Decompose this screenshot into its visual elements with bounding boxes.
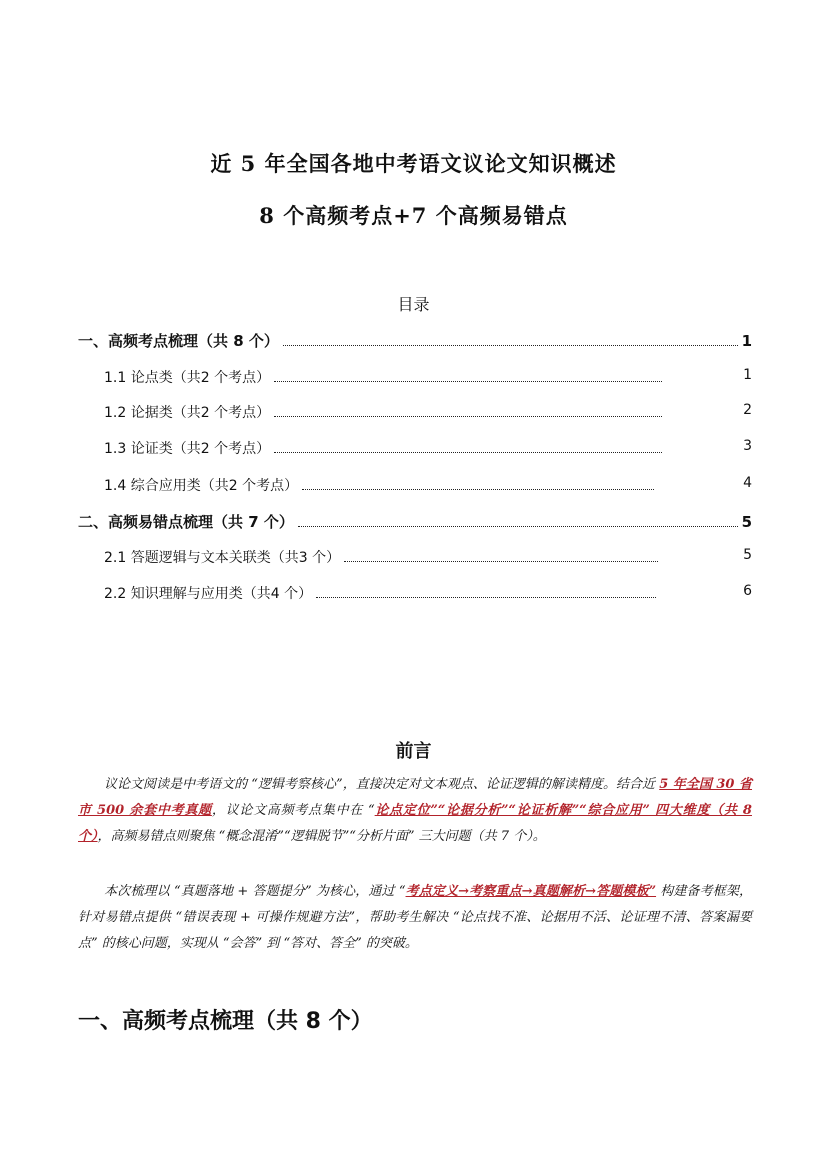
preface-paragraph bbox=[78, 879, 752, 957]
toc-entry-page: 5 bbox=[743, 547, 752, 563]
toc-leader bbox=[344, 560, 658, 562]
toc-entry[interactable] bbox=[104, 367, 752, 387]
section-heading: 一、高频考点梳理（共 8 个） bbox=[78, 1009, 373, 1034]
toc-leader bbox=[316, 596, 656, 598]
paragraph-text: 议论文阅读是中考语文的 “逻辑考察核心”，直接决定对文本观点、论证逻辑的解读精度。结合近 bbox=[104, 777, 660, 792]
toc-entry-page: 1 bbox=[741, 332, 752, 350]
toc-entry-page: 5 bbox=[741, 513, 752, 531]
toc-heading: 目录 bbox=[397, 295, 430, 314]
toc-entry-label: 1.2 论据类（共2 个考点） bbox=[104, 405, 271, 421]
toc-entry[interactable] bbox=[78, 511, 752, 532]
toc-leader bbox=[274, 415, 662, 417]
toc-entry-label: 2.2 知识理解与应用类（共4 个） bbox=[104, 586, 313, 602]
toc-entry-page: 3 bbox=[743, 438, 752, 454]
highlight-text: 5 年全国 30 省市 500 余套中考真题 bbox=[78, 777, 753, 818]
document-subtitle: 8 个高频考点+7 个高频易错点 bbox=[259, 203, 568, 228]
paragraph-text: 构建备考框架，针对易错点提供 “错误表现 + 可操作规避方法”，帮助考生解决 “论点找不准、论据用不活、论证理不清、答案漏要点” 的核心问题，实现从 “会答” 到 “答对、答全” 的突破。 bbox=[78, 884, 752, 951]
toc-entry[interactable] bbox=[104, 583, 752, 603]
toc-entry-label: 二、高频易错点梳理（共 7 个） bbox=[78, 513, 294, 531]
highlight-text: 论点定位”“论据分析”“论证析解”“综合应用” 四大维度（共 8 个） bbox=[78, 803, 752, 844]
paragraph-text: ，高频易错点则聚焦 “概念混淆”“逻辑脱节”“分析片面” 三大问题（共 7 个）。 bbox=[97, 829, 546, 844]
toc-entry-page: 2 bbox=[743, 402, 752, 418]
toc-entry-label: 1.1 论点类（共2 个考点） bbox=[104, 370, 271, 386]
toc-entry-label: 2.1 答题逻辑与文本关联类（共3 个） bbox=[104, 550, 341, 566]
toc-entry[interactable] bbox=[104, 475, 752, 495]
toc-entry-label: 一、高频考点梳理（共 8 个） bbox=[78, 332, 279, 350]
toc-entry[interactable] bbox=[104, 402, 752, 422]
preface-paragraph bbox=[78, 772, 752, 850]
document-title: 近 5 年全国各地中考语文议论文知识概述 bbox=[210, 151, 617, 176]
toc-leader bbox=[298, 525, 738, 527]
highlight-text: 考点定义→考察重点→真题解析→答题模板” bbox=[405, 884, 657, 899]
toc-entry-label: 1.4 综合应用类（共2 个考点） bbox=[104, 478, 299, 494]
toc-entry-page: 6 bbox=[743, 583, 752, 599]
toc-leader bbox=[274, 380, 662, 382]
toc-entry-page: 1 bbox=[743, 367, 752, 383]
toc-entry[interactable] bbox=[78, 330, 752, 351]
toc-leader bbox=[283, 344, 738, 346]
toc-leader bbox=[274, 451, 662, 453]
paragraph-text: 本次梳理以 “真题落地 + 答题提分” 为核心，通过 “ bbox=[104, 884, 406, 899]
preface-title: 前言 bbox=[395, 741, 432, 762]
toc-entry-page: 4 bbox=[743, 475, 752, 491]
toc-leader bbox=[302, 488, 654, 490]
toc-entry-label: 1.3 论证类（共2 个考点） bbox=[104, 441, 271, 457]
paragraph-text: ，议论文高频考点集中在 “ bbox=[211, 803, 375, 818]
toc-entry[interactable] bbox=[104, 547, 752, 567]
toc-entry[interactable] bbox=[104, 438, 752, 458]
